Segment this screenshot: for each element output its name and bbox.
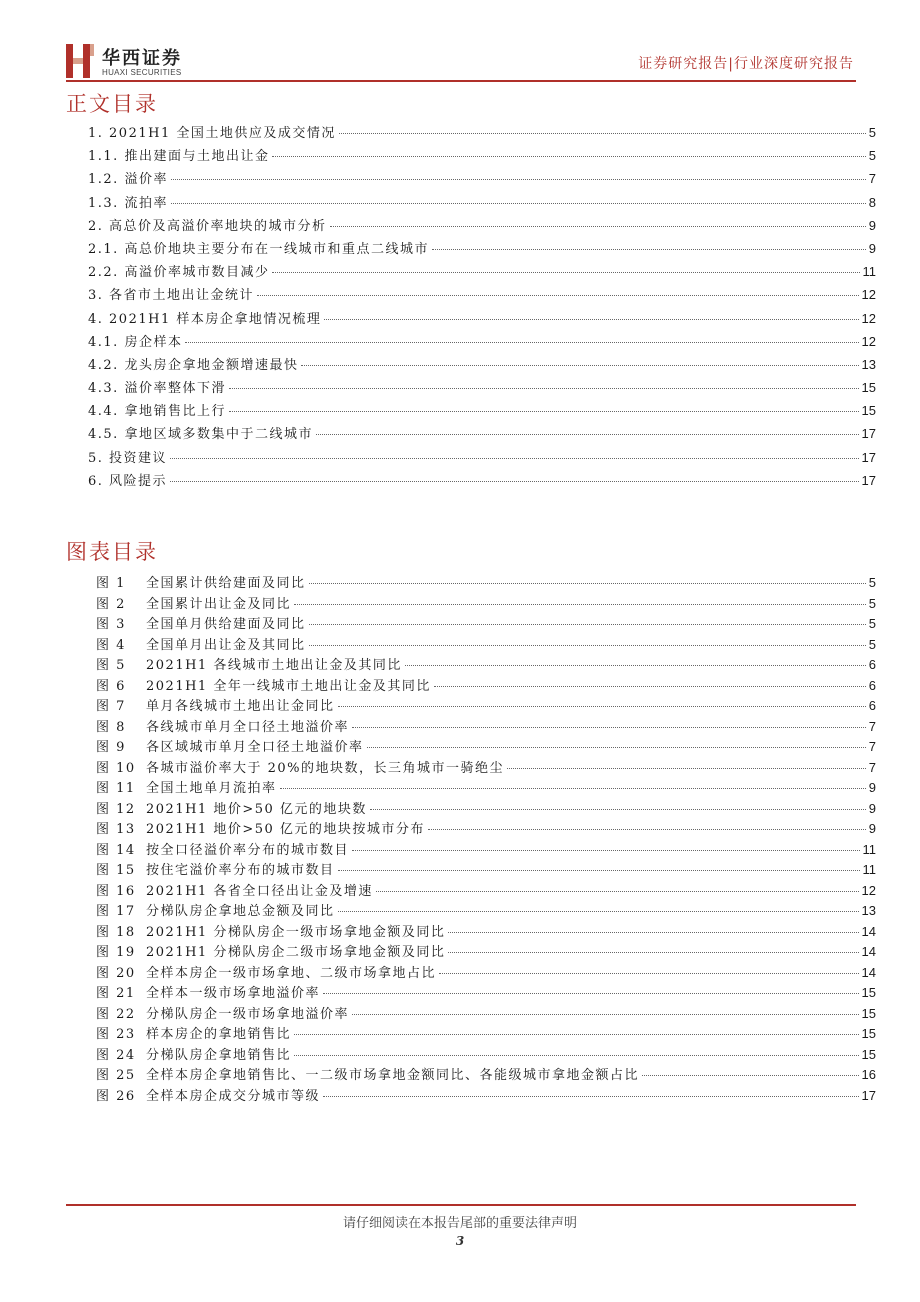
toc-item-label[interactable]: 4.2. 龙头房企拿地金额增速最快 <box>88 357 299 373</box>
figure-item-label[interactable]: 各线城市单月全口径土地溢价率 <box>146 719 350 735</box>
toc-item[interactable] <box>88 261 876 284</box>
figure-item-label[interactable]: 各区域城市单月全口径土地溢价率 <box>146 740 364 755</box>
figure-item[interactable] <box>96 1023 876 1044</box>
figure-leader-dots <box>376 891 859 892</box>
figure-item[interactable] <box>96 736 876 757</box>
toc-item[interactable] <box>88 284 876 307</box>
figure-item-number: 图 18 <box>96 924 136 940</box>
toc-item-page: 9 <box>868 217 876 233</box>
figure-item[interactable] <box>96 716 876 737</box>
figure-leader-dots <box>294 604 866 605</box>
toc-item-label[interactable]: 1. 2021H1 全国土地供应及成交情况 <box>88 126 336 141</box>
figure-item-page: 9 <box>868 800 876 816</box>
toc-leader-dots <box>432 249 866 250</box>
figure-item[interactable] <box>96 941 876 962</box>
toc-leader-dots <box>301 365 858 366</box>
figure-item-label[interactable]: 全样本房企一级市场拿地、二级市场拿地占比 <box>146 965 437 981</box>
toc-item-label[interactable]: 2. 高总价及高溢价率地块的城市分析 <box>88 218 327 234</box>
toc-leader-dots <box>170 458 858 459</box>
toc-item-page: 15 <box>861 403 876 419</box>
figure-leader-dots <box>294 1055 859 1056</box>
figure-item-page: 14 <box>861 944 876 959</box>
figure-item-page: 11 <box>862 862 876 877</box>
toc-item[interactable] <box>88 308 876 331</box>
figure-item-number: 图 10 <box>96 760 136 776</box>
figure-item-number: 图 25 <box>96 1068 136 1083</box>
figure-item[interactable] <box>96 921 876 942</box>
figure-leader-dots <box>352 1014 859 1015</box>
toc-leader-dots <box>229 388 859 389</box>
figure-item-number: 图 4 <box>96 637 126 653</box>
toc-leader-dots <box>229 411 859 412</box>
toc-item[interactable] <box>88 192 876 215</box>
toc-item-label[interactable]: 4.4. 拿地销售比上行 <box>88 404 226 420</box>
figure-item-page: 11 <box>862 841 876 857</box>
toc-item-page: 5 <box>868 148 876 164</box>
figure-item-page: 9 <box>868 821 876 836</box>
figure-item[interactable] <box>96 1064 876 1085</box>
toc-item[interactable] <box>88 122 876 145</box>
figure-leader-dots <box>294 1034 859 1035</box>
figure-leader-dots <box>280 788 866 789</box>
figure-leader-dots <box>338 870 860 871</box>
figure-item-number: 图 12 <box>96 801 136 817</box>
toc-item-label[interactable]: 5. 投资建议 <box>88 450 168 466</box>
toc-list <box>88 122 876 493</box>
figure-leader-dots <box>323 1096 859 1097</box>
figure-item-number: 图 22 <box>96 1006 136 1022</box>
toc-item-page: 17 <box>861 426 876 442</box>
figure-item[interactable] <box>96 818 876 839</box>
footer-divider <box>66 1204 856 1206</box>
figure-leader-dots <box>352 850 859 851</box>
figure-item-label[interactable]: 2021H1 分梯队房企一级市场拿地金额及同比 <box>146 924 446 940</box>
figure-leader-dots <box>448 932 858 933</box>
toc-item-label[interactable]: 6. 风险提示 <box>88 473 168 489</box>
figure-item-label[interactable]: 2021H1 地价>50 亿元的地块数 <box>146 801 367 817</box>
toc-leader-dots <box>316 434 859 435</box>
figure-item-label[interactable]: 2021H1 地价>50 亿元的地块按城市分布 <box>146 822 425 837</box>
figure-item-page: 7 <box>868 718 876 734</box>
figure-item-number: 图 5 <box>96 658 126 673</box>
figure-leader-dots <box>309 645 866 646</box>
figure-item-page: 13 <box>861 903 876 918</box>
figure-item-page: 6 <box>868 698 876 713</box>
figure-item-page: 14 <box>861 923 876 939</box>
toc-leader-dots <box>171 203 866 204</box>
figure-item-page: 9 <box>868 780 876 795</box>
figure-leader-dots <box>405 665 866 666</box>
figure-item[interactable] <box>96 613 876 634</box>
toc-item[interactable] <box>88 168 876 191</box>
toc-item-page: 12 <box>861 310 876 326</box>
figure-item-label[interactable]: 2021H1 全年一线城市土地出让金及其同比 <box>146 678 431 694</box>
figure-item-label[interactable]: 全样本房企拿地销售比、一二级市场拿地金额同比、各能级城市拿地金额占比 <box>146 1068 640 1083</box>
figure-item-number: 图 11 <box>96 781 136 796</box>
figure-item-number: 图 20 <box>96 965 136 981</box>
toc-item-label[interactable]: 4.1. 房企样本 <box>88 334 183 350</box>
figure-item-label[interactable]: 分梯队房企拿地销售比 <box>146 1047 292 1063</box>
toc-item[interactable] <box>88 447 876 470</box>
toc-item-page: 15 <box>861 380 876 396</box>
toc-leader-dots <box>257 295 858 296</box>
figure-item-number: 图 19 <box>96 945 136 960</box>
figure-item-number: 图 8 <box>96 719 126 735</box>
figure-item-label[interactable]: 样本房企的拿地销售比 <box>146 1027 292 1042</box>
figure-item-number: 图 17 <box>96 904 136 919</box>
figure-item-page: 6 <box>868 677 876 693</box>
huaxi-logo-mark-icon <box>66 44 96 78</box>
figure-leader-dots <box>367 747 866 748</box>
toc-item-page: 12 <box>861 333 876 349</box>
toc-title: 正文目录 <box>66 92 158 116</box>
figure-item[interactable] <box>96 1044 876 1065</box>
toc-item-label[interactable]: 3. 各省市土地出让金统计 <box>88 288 255 304</box>
figure-item-number: 图 21 <box>96 986 136 1001</box>
toc-leader-dots <box>272 272 859 273</box>
figure-item-page: 5 <box>868 616 876 631</box>
figure-item-number: 图 1 <box>96 576 126 591</box>
toc-item-label[interactable]: 1.3. 流拍率 <box>88 195 168 211</box>
figure-item[interactable] <box>96 654 876 675</box>
figure-leader-dots <box>448 952 858 953</box>
figure-item[interactable] <box>96 675 876 696</box>
figure-item-page: 15 <box>861 1005 876 1021</box>
figure-item-label[interactable]: 各城市溢价率大于 20%的地块数，长三角城市一骑绝尘 <box>146 760 505 776</box>
figure-item[interactable] <box>96 1003 876 1024</box>
huaxi-logo <box>66 44 196 80</box>
toc-leader-dots <box>339 133 866 134</box>
figure-leader-dots <box>439 973 859 974</box>
toc-item-label[interactable]: 4.5. 拿地区域多数集中于二线城市 <box>88 427 313 443</box>
figure-item-number: 图 3 <box>96 617 126 632</box>
figure-item[interactable] <box>96 880 876 901</box>
figure-leader-dots <box>642 1075 859 1076</box>
figures-title: 图表目录 <box>66 540 158 564</box>
figure-item[interactable] <box>96 962 876 983</box>
toc-item-page: 17 <box>861 472 876 488</box>
toc-item-label[interactable]: 4.3. 溢价率整体下滑 <box>88 381 226 397</box>
toc-item[interactable] <box>88 238 876 261</box>
toc-item[interactable] <box>88 470 876 493</box>
footer-disclaimer: 请仔细阅读在本报告尾部的重要法律声明 <box>342 1216 577 1231</box>
figure-item[interactable] <box>96 777 876 798</box>
figure-item[interactable] <box>96 798 876 819</box>
figure-leader-dots <box>434 686 866 687</box>
figure-leader-dots <box>338 911 859 912</box>
figure-item-label[interactable]: 分梯队房企一级市场拿地溢价率 <box>146 1006 350 1022</box>
toc-item-page: 13 <box>861 356 876 372</box>
figure-item-number: 图 26 <box>96 1088 136 1104</box>
figure-item-label[interactable]: 2021H1 各省全口径出让金及增速 <box>146 883 373 899</box>
figure-item-label[interactable]: 2021H1 各线城市土地出让金及其同比 <box>146 658 402 673</box>
figure-leader-dots <box>428 829 866 830</box>
toc-leader-dots <box>330 226 866 227</box>
header-divider <box>66 80 856 82</box>
figure-item[interactable] <box>96 982 876 1003</box>
figure-leader-dots <box>507 768 866 769</box>
figure-item-page: 5 <box>868 575 876 590</box>
figure-item-label[interactable]: 分梯队房企拿地总金额及同比 <box>146 904 335 919</box>
figure-item-label[interactable]: 全样本房企成交分城市等级 <box>146 1088 321 1104</box>
figure-item-label[interactable]: 按住宅溢价率分布的城市数目 <box>146 863 335 878</box>
figure-item[interactable] <box>96 859 876 880</box>
toc-item-page: 9 <box>868 240 876 256</box>
figure-item-page: 17 <box>861 1087 876 1103</box>
toc-leader-dots <box>185 342 858 343</box>
toc-item-label[interactable]: 1.2. 溢价率 <box>88 172 168 188</box>
figure-item[interactable] <box>96 593 876 614</box>
toc-item-label[interactable]: 2.1. 高总价地块主要分布在一线城市和重点二线城市 <box>88 241 429 257</box>
toc-item[interactable] <box>88 377 876 400</box>
figure-item-number: 图 16 <box>96 883 136 899</box>
toc-leader-dots <box>272 156 865 157</box>
figures-list <box>96 572 876 1105</box>
figure-item-number: 图 7 <box>96 699 126 714</box>
logo-text-cn: 华西证券 <box>102 48 182 69</box>
figure-item-number: 图 13 <box>96 822 136 837</box>
figure-item-number: 图 14 <box>96 842 136 858</box>
toc-item[interactable] <box>88 215 876 238</box>
figure-item-number: 图 15 <box>96 863 136 878</box>
toc-item-page: 11 <box>862 264 876 280</box>
figure-leader-dots <box>323 993 859 994</box>
figure-item-page: 15 <box>861 985 876 1000</box>
figure-item-page: 15 <box>861 1026 876 1041</box>
toc-item-page: 5 <box>868 125 876 140</box>
toc-item-page: 7 <box>868 171 876 187</box>
toc-item-page: 17 <box>861 449 876 465</box>
toc-item-page: 12 <box>861 287 876 303</box>
toc-leader-dots <box>324 319 858 320</box>
figure-item[interactable] <box>96 572 876 593</box>
figure-item-label[interactable]: 全国累计出让金及同比 <box>146 596 292 612</box>
figure-item-label[interactable]: 全样本一级市场拿地溢价率 <box>146 986 321 1001</box>
figure-item-label[interactable]: 2021H1 分梯队房企二级市场拿地金额及同比 <box>146 945 446 960</box>
figure-item-label[interactable]: 全国土地单月流拍率 <box>146 781 277 796</box>
figure-item-page: 14 <box>861 964 876 980</box>
figure-leader-dots <box>370 809 866 810</box>
toc-item-label[interactable]: 2.2. 高溢价率城市数目减少 <box>88 265 270 281</box>
figure-leader-dots <box>309 583 866 584</box>
toc-leader-dots <box>170 481 858 482</box>
toc-item-label[interactable]: 1.1. 推出建面与土地出让金 <box>88 149 270 165</box>
toc-item[interactable] <box>88 423 876 446</box>
figure-item-number: 图 6 <box>96 678 126 694</box>
figure-item[interactable] <box>96 634 876 655</box>
logo-text-en: HUAXI SECURITIES <box>102 68 182 77</box>
toc-item[interactable] <box>88 400 876 423</box>
figure-item-page: 16 <box>861 1067 876 1082</box>
figure-item-number: 图 2 <box>96 596 126 612</box>
figure-leader-dots <box>338 706 866 707</box>
figure-item-label[interactable]: 全国累计供给建面及同比 <box>146 576 306 591</box>
toc-item[interactable] <box>88 354 876 377</box>
toc-leader-dots <box>171 179 866 180</box>
figure-item[interactable] <box>96 1085 876 1106</box>
figure-item-page: 7 <box>868 759 876 775</box>
figure-item[interactable] <box>96 695 876 716</box>
figure-item-label[interactable]: 全国单月供给建面及同比 <box>146 617 306 632</box>
figure-item-label[interactable]: 全国单月出让金及其同比 <box>146 637 306 653</box>
toc-item[interactable] <box>88 145 876 168</box>
figure-item-label[interactable]: 按全口径溢价率分布的城市数目 <box>146 842 350 858</box>
figure-item-page: 5 <box>868 595 876 611</box>
figure-item[interactable] <box>96 757 876 778</box>
toc-item-page: 8 <box>868 194 876 210</box>
figure-item-page: 7 <box>868 739 876 754</box>
figure-item-number: 图 9 <box>96 740 126 755</box>
figure-item-page: 6 <box>868 657 876 672</box>
figure-item-label[interactable]: 单月各线城市土地出让金同比 <box>146 699 335 714</box>
figure-item-page: 5 <box>868 636 876 652</box>
report-type: 证券研究报告|行业深度研究报告 <box>638 56 854 72</box>
figure-leader-dots <box>309 624 866 625</box>
figure-item[interactable] <box>96 900 876 921</box>
toc-item-label[interactable]: 4. 2021H1 样本房企拿地情况梳理 <box>88 311 322 327</box>
figure-item-number: 图 23 <box>96 1027 136 1042</box>
figure-item-page: 15 <box>861 1046 876 1062</box>
figure-item-number: 图 24 <box>96 1047 136 1063</box>
toc-item[interactable] <box>88 331 876 354</box>
page-header <box>0 0 920 90</box>
page-number: 3 <box>455 1234 465 1248</box>
figure-leader-dots <box>352 727 866 728</box>
figure-item[interactable] <box>96 839 876 860</box>
figure-item-page: 12 <box>861 882 876 898</box>
